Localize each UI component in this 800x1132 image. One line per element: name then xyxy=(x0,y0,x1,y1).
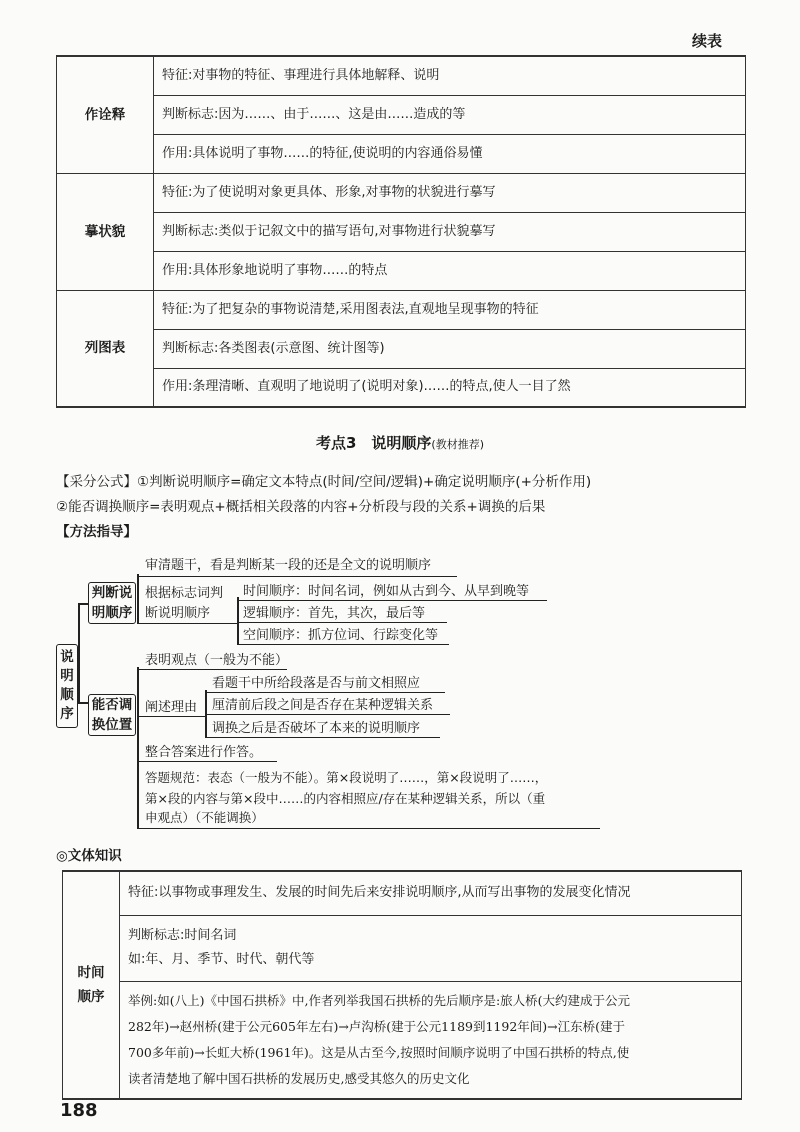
formula-line-2: ②能否调换顺序=表明观点+概括相关段落的内容+分析段与段的关系+调换的后果 xyxy=(56,499,546,515)
category-cell: 列图表 xyxy=(57,290,154,407)
mark-line-1: 判断标志:时间名词 xyxy=(128,928,237,943)
mindmap-root: 说明顺序 xyxy=(56,644,78,728)
order-time: 时间顺序：时间名词，例如从古到今、从早到晚等 xyxy=(243,584,530,599)
page-number: 188 xyxy=(60,1100,98,1121)
answer-norm-3: 申观点）（不能调换） xyxy=(145,810,264,825)
table-cell: 作用:具体形象地说明了事物……的特点 xyxy=(154,251,746,290)
table-cell: 特征:为了使说明对象更具体、形象,对事物的状貌进行摹写 xyxy=(154,173,746,212)
mark-cell xyxy=(120,915,742,981)
example-line-3: 700多年前)→长虹大桥(1961年)。这是从古至今,按照时间顺序说明了中国石拱桥的特点,使 xyxy=(128,1044,630,1060)
method-guide-heading: 【方法指导】 xyxy=(56,524,137,540)
example-line-1: 举例:如(八上)《中国石拱桥》中,作者列举我国石拱桥的先后顺序是:旅人桥(大约建成于公元 xyxy=(128,992,631,1008)
example-cell xyxy=(120,981,742,1099)
category-cell: 摹状貌 xyxy=(57,173,154,290)
table-cell: 特征:为了把复杂的事物说清楚,采用图表法,直观地呈现事物的特征 xyxy=(154,290,746,329)
table-cell: 作用:条理清晰、直观明了地说明了(说明对象)……的特点,使人一目了然 xyxy=(154,368,746,407)
formula-line-1: 【采分公式】①判断说明顺序=确定文本特点(时间/空间/逻辑)+确定说明顺序(+分析作用) xyxy=(56,474,592,490)
branch-judge-order: 判断说明顺序 xyxy=(88,582,136,624)
feature-cell: 特征:以事物或事理发生、发展的时间先后来安排说明顺序,从而写出事物的发展变化情况 xyxy=(120,871,742,915)
swap-step-3: 整合答案进行作答。 xyxy=(145,745,263,760)
section-title-text: 考点3 说明顺序 xyxy=(315,434,432,452)
category-cell: 时间顺序 xyxy=(63,871,120,1099)
answer-norm-1: 答题规范：表态（一般为不能）。第×段说明了……，第×段说明了……， xyxy=(145,770,548,785)
continued-label: 续表 xyxy=(691,32,722,50)
swap-step-2: 阐述理由 xyxy=(145,700,198,715)
explanation-methods-table xyxy=(56,55,746,408)
section-subtitle: (教材推荐) xyxy=(431,438,485,451)
table-cell: 判断标志:类似于记叙文中的描写语句,对事物进行状貌摹写 xyxy=(154,212,746,251)
table-cell: 作用:具体说明了事物……的特征,使说明的内容通俗易懂 xyxy=(154,134,746,173)
reason-1: 看题干中所给段落是否与前文相照应 xyxy=(212,676,421,691)
table-cell: 判断标志:各类图表(示意图、统计图等) xyxy=(154,329,746,368)
order-logic: 逻辑顺序：首先，其次，最后等 xyxy=(243,606,426,621)
knowledge-heading: ◎文体知识 xyxy=(56,848,122,864)
table-cell: 特征:对事物的特征、事理进行具体地解释、说明 xyxy=(154,56,746,95)
example-line-2: 282年)→赵州桥(建于公元605年左右)→卢沟桥(建于公元1189到1192年间)→江东桥(建于 xyxy=(128,1018,626,1034)
section-title xyxy=(0,432,800,453)
table-cell: 判断标志:因为……、由于……、这是由……造成的等 xyxy=(154,95,746,134)
time-order-table xyxy=(62,870,742,1100)
order-space: 空间顺序：抓方位词、行踪变化等 xyxy=(243,628,439,643)
swap-step-1: 表明观点（一般为不能） xyxy=(145,653,289,668)
answer-norm-2: 第×段的内容与第×段中……的内容相照应/存在某种逻辑关系，所以（重 xyxy=(145,791,546,806)
example-line-4: 读者清楚地了解中国石拱桥的发展历史,感受其悠久的历史文化 xyxy=(128,1070,470,1086)
branch-swap-order: 能否调换位置 xyxy=(88,694,136,736)
reason-3: 调换之后是否破坏了本来的说明顺序 xyxy=(212,721,421,736)
reason-2: 厘清前后段之间是否存在某种逻辑关系 xyxy=(212,698,434,713)
judge-step-1: 审清题干，看是判断某一段的还是全文的说明顺序 xyxy=(145,558,432,573)
category-cell: 作诠释 xyxy=(57,56,154,173)
judge-step-2: 根据标志词判断说明顺序 xyxy=(145,586,224,621)
mark-line-2: 如:年、月、季节、时代、朝代等 xyxy=(128,952,315,967)
